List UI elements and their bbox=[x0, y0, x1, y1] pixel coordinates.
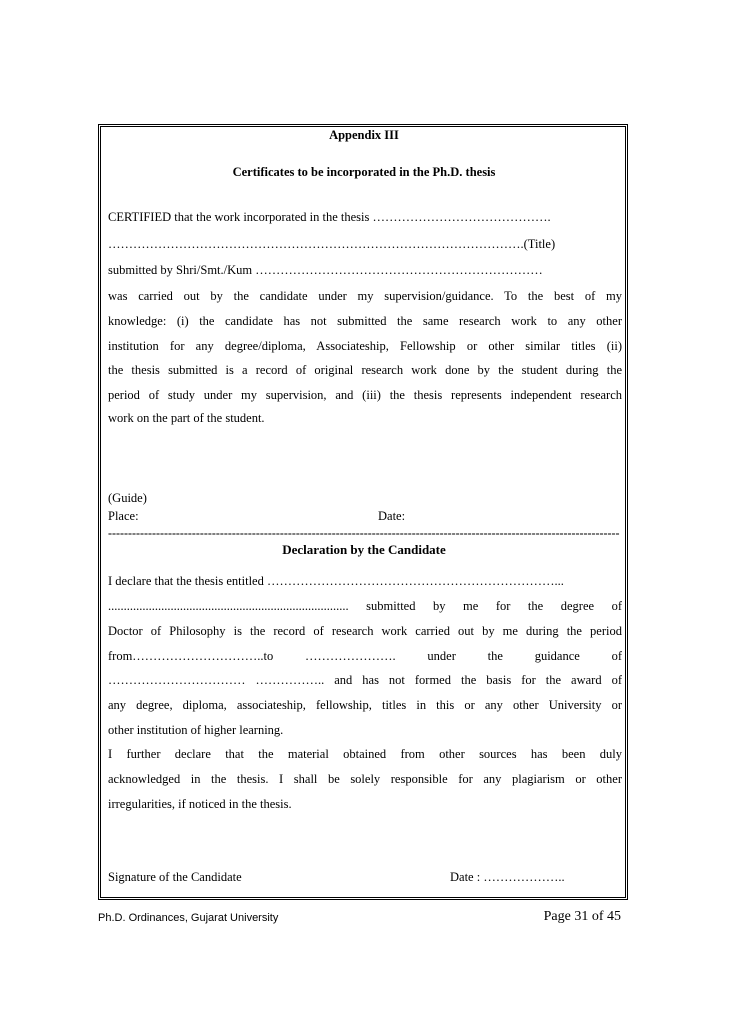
certificate-line: period of study under my supervision, and (iii) the thesis represents independent research bbox=[108, 388, 622, 402]
place-label: Place: bbox=[108, 509, 139, 523]
footer-left: Ph.D. Ordinances, Gujarat University bbox=[98, 912, 279, 924]
declaration-line: …………………………… …………….. and has not formed the basis for the award of bbox=[108, 673, 622, 687]
certificate-line: the thesis submitted is a record of original research work done by the student during the bbox=[108, 363, 622, 377]
guide-label: (Guide) bbox=[108, 491, 147, 505]
page-number: Page 31 of 45 bbox=[543, 909, 621, 924]
signature-date: Date : ……………….. bbox=[450, 870, 565, 884]
declaration-line: ............................................................................. submitted by me for the degree of bbox=[108, 599, 622, 613]
certificate-subtitle: Certificates to be incorporated in the Ph.D. thesis bbox=[232, 165, 496, 179]
separator-line: -------------------------------------------------------------------------------------------------------------------------------- bbox=[108, 528, 620, 540]
declaration-line: I further declare that the material obtained from other sources has been duly bbox=[108, 747, 622, 761]
certificate-line: knowledge: (i) the candidate has not submitted the same research work to any other bbox=[108, 314, 622, 328]
date-label: Date: bbox=[378, 509, 406, 523]
certificate-line: was carried out by the candidate under my supervision/guidance. To the best of my bbox=[108, 289, 622, 303]
certificate-line: submitted by Shri/Smt./Kum …………………………………………………………… bbox=[108, 263, 543, 277]
declaration-line: I declare that the thesis entitled ……………………………………………………………... bbox=[108, 574, 564, 588]
declaration-title: Declaration by the Candidate bbox=[282, 542, 446, 557]
declaration-line: irregularities, if noticed in the thesis. bbox=[108, 797, 292, 811]
appendix-title: Appendix III bbox=[329, 128, 399, 142]
declaration-line: any degree, diploma, associateship, fellowship, titles in this or any other University or bbox=[108, 698, 622, 712]
certificate-line: institution for any degree/diploma, Associateship, Fellowship or other similar titles (ii) bbox=[108, 339, 622, 353]
declaration-line: other institution of higher learning. bbox=[108, 723, 284, 737]
certificate-line: CERTIFIED that the work incorporated in the thesis ……………………………………. bbox=[108, 210, 551, 224]
signature-label: Signature of the Candidate bbox=[108, 870, 242, 884]
declaration-line: Doctor of Philosophy is the record of research work carried out by me during the period bbox=[108, 624, 622, 638]
declaration-line: from…………………………..to …………………. under the guidance of bbox=[108, 649, 622, 663]
certificate-line: work on the part of the student. bbox=[108, 411, 265, 425]
declaration-line: acknowledged in the thesis. I shall be solely responsible for any plagiarism or other bbox=[108, 772, 622, 786]
certificate-line: ……………………………………………………………………………………….(Title) bbox=[108, 237, 556, 251]
